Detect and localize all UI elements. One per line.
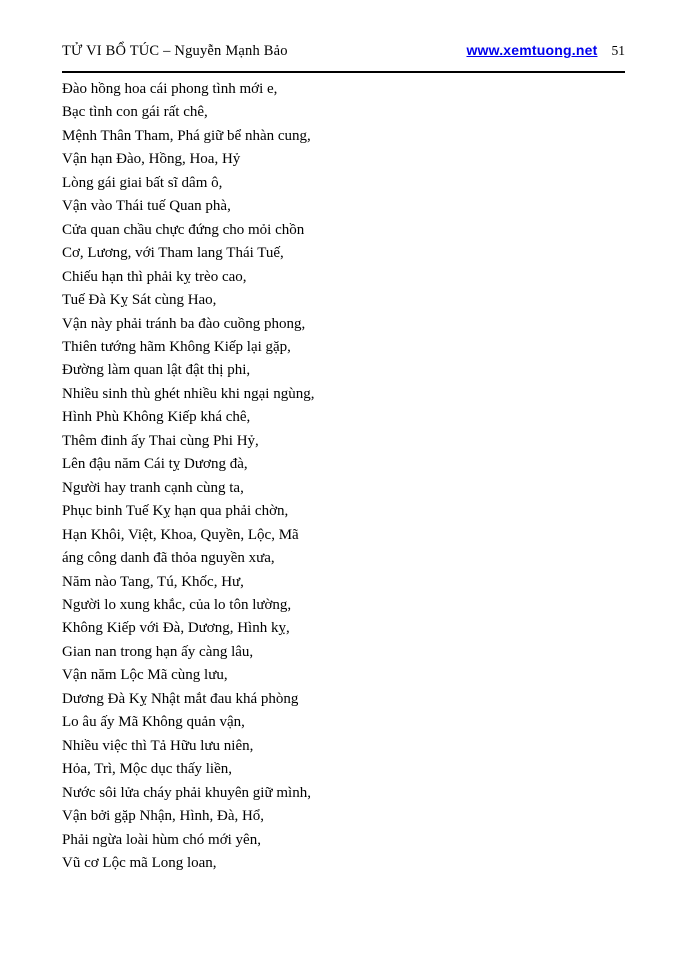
header-right-group: [466, 42, 625, 59]
verse-line: Vận vào Thái tuế Quan phà,: [62, 198, 231, 215]
verse-line: Lo âu ấy Mã Không quản vận,: [62, 714, 245, 731]
verse-line: Cửa quan chầu chực đứng cho mỏi chồn: [62, 221, 305, 238]
verse-line: Vận bởi gặp Nhận, Hình, Đà, Hổ,: [62, 808, 265, 825]
verse-line: Dương Đà Kỵ Nhật mắt đau khá phòng: [62, 690, 299, 707]
verse-line: Người hay tranh cạnh cùng ta,: [62, 479, 244, 496]
verse-list: [62, 73, 625, 875]
verse-line: Nhiều sinh thù ghét nhiều khi ngại ngùng,: [62, 385, 315, 402]
verse-line: Lòng gái giai bất sĩ dâm ô,: [62, 174, 223, 191]
verse-line: Không Kiếp với Đà, Dương, Hình kỵ,: [62, 620, 290, 637]
page-number: 51: [611, 43, 625, 58]
verse-line: áng công danh đã thỏa nguyền xưa,: [62, 550, 275, 567]
page-header: [62, 0, 625, 60]
verse-line: Đường làm quan lật đật thị phi,: [62, 362, 251, 379]
verse-line: Phải ngừa loài hùm chó mới yên,: [62, 831, 261, 848]
verse-line: Bạc tình con gái rất chê,: [62, 104, 208, 121]
verse-line: Thiên tướng hãm Không Kiếp lại gặp,: [62, 338, 291, 355]
verse-line: Phục binh Tuế Kỵ hạn qua phải chờn,: [62, 503, 289, 520]
verse-line: Mệnh Thân Tham, Phá giữ bể nhàn cung,: [62, 127, 311, 144]
verse-line: Vận năm Lộc Mã cùng lưu,: [62, 667, 228, 684]
verse-line: Tuế Đà Kỵ Sát cùng Hao,: [62, 292, 217, 309]
verse-line: Đào hồng hoa cái phong tình mới e,: [62, 81, 278, 97]
verse-line: Vận hạn Đào, Hồng, Hoa, Hỷ: [62, 151, 241, 168]
verse-line: Vận này phải tránh ba đào cuồng phong,: [62, 315, 306, 332]
website-link[interactable]: www.xemtuong.net: [466, 42, 598, 58]
verse-line: Lên đậu năm Cái tỵ Dương đà,: [62, 456, 248, 473]
verse-line: Chiếu hạn thì phải kỵ trèo cao,: [62, 268, 247, 285]
verse-line: Năm nào Tang, Tú, Khốc, Hư,: [62, 573, 244, 590]
verse-line: Thêm đinh ấy Thai cùng Phi Hỷ,: [62, 432, 259, 449]
verse-line: Hỏa, Trì, Mộc dục thấy liền,: [62, 761, 232, 778]
book-title: TỬ VI BỔ TÚC – Nguyễn Mạnh Bảo: [62, 43, 288, 59]
verse-line: Nước sôi lửa cháy phải khuyên giữ mình,: [62, 784, 311, 801]
verse-line: Cơ, Lương, với Tham lang Thái Tuế,: [62, 245, 284, 262]
verse-line: Người lo xung khắc, của lo tôn lường,: [62, 596, 292, 613]
verse-line: Vũ cơ Lộc mã Long loan,: [62, 854, 217, 871]
verse-line: Nhiều việc thì Tả Hữu lưu niên,: [62, 737, 254, 754]
verse-line: Gian nan trong hạn ấy càng lâu,: [62, 643, 254, 660]
verse-line: Hình Phù Không Kiếp khá chê,: [62, 409, 251, 426]
verse-line: Hạn Khôi, Việt, Khoa, Quyền, Lộc, Mã: [62, 526, 299, 543]
